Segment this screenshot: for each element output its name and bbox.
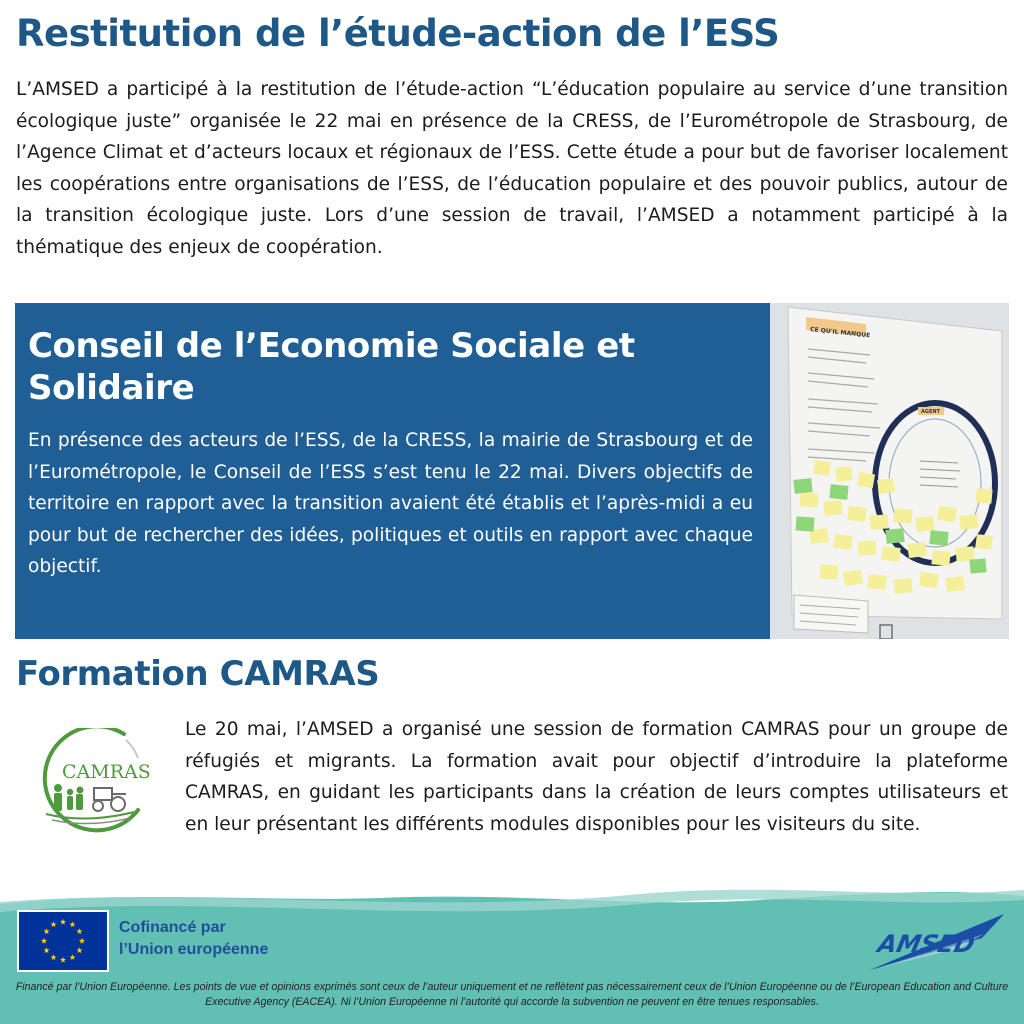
conseil-ess-panel [15,303,770,639]
section1-title: Restitution de l’étude-action de l’ESS [16,12,780,55]
camras-logo-text: CAMRAS [62,761,151,783]
section3-body: Le 20 mai, l’AMSED a organisé une session de formation CAMRAS pour un groupe de réfugiés et migrants. La formation avait pour objectif d’introduire la plateforme CAMRAS, en guidant les participants dans la création de leurs comptes utilisateurs et en leur présentant les différents modules disponibles pour les visiteurs du site. [185,719,1008,835]
amsed-logo-icon [864,908,1009,974]
eu-cofunding-line2: l’Union européenne [119,941,269,958]
eu-disclaimer: Financé par l’Union Européenne. Les points de vue et opinions exprimés sont ceux de l’auteur uniquement et ne reflètent pas nécessairement ceux de l’Union Européenne ou de l’European Education and Culture Executive Agency (EACEA). Ni l’Union Européenne ni l’autorité qui accorde la subvention ne peuvent en être tenues responsables. [15,981,1009,1008]
section1-body: L’AMSED a participé à la restitution de l’étude-action “L’éducation populaire au service d’une transition écologique juste” organisée le 22 mai en présence de la CRESS, de l’Eurométropole de Strasbourg, de l’Agence Climat et d’acteurs locaux et régionaux de l’ESS. Cette étude a pour but de favoriser localement les coopérations entre organisations de l’ESS, de l’éducation populaire et des pouvoir publics, autour de la transition écologique juste. Lors d’une session de travail, l’AMSED a notamment participé à la thématique des enjeux de coopération. [16,79,1008,258]
section2-title: Conseil de l’Economie Sociale et Solidaire [28,326,635,408]
eu-flag-icon [17,910,109,972]
eu-cofunding-line1: Cofinancé par [119,919,226,936]
camras-logo-icon [26,728,160,838]
amsed-logo-text: AMSED [875,929,978,958]
poster-heading: CE QU'IL MANQUE [809,326,871,340]
section3-title: Formation CAMRAS [16,654,380,694]
section2-body: En présence des acteurs de l’ESS, de la CRESS, la mairie de Strasbourg et de l’Eurométropole, le Conseil de l’ESS s’est tenu le 22 mai. Divers objectifs de territoire en rapport avec la transition avaient été établis et l’après-midi a eu pour but de rechercher des idées, politiques et outils en rapport avec chaque objectif. [28,430,753,577]
workshop-photo [770,303,1009,639]
poster-circle-label: AGENT [921,409,940,415]
eu-cofunding-label [119,917,268,961]
